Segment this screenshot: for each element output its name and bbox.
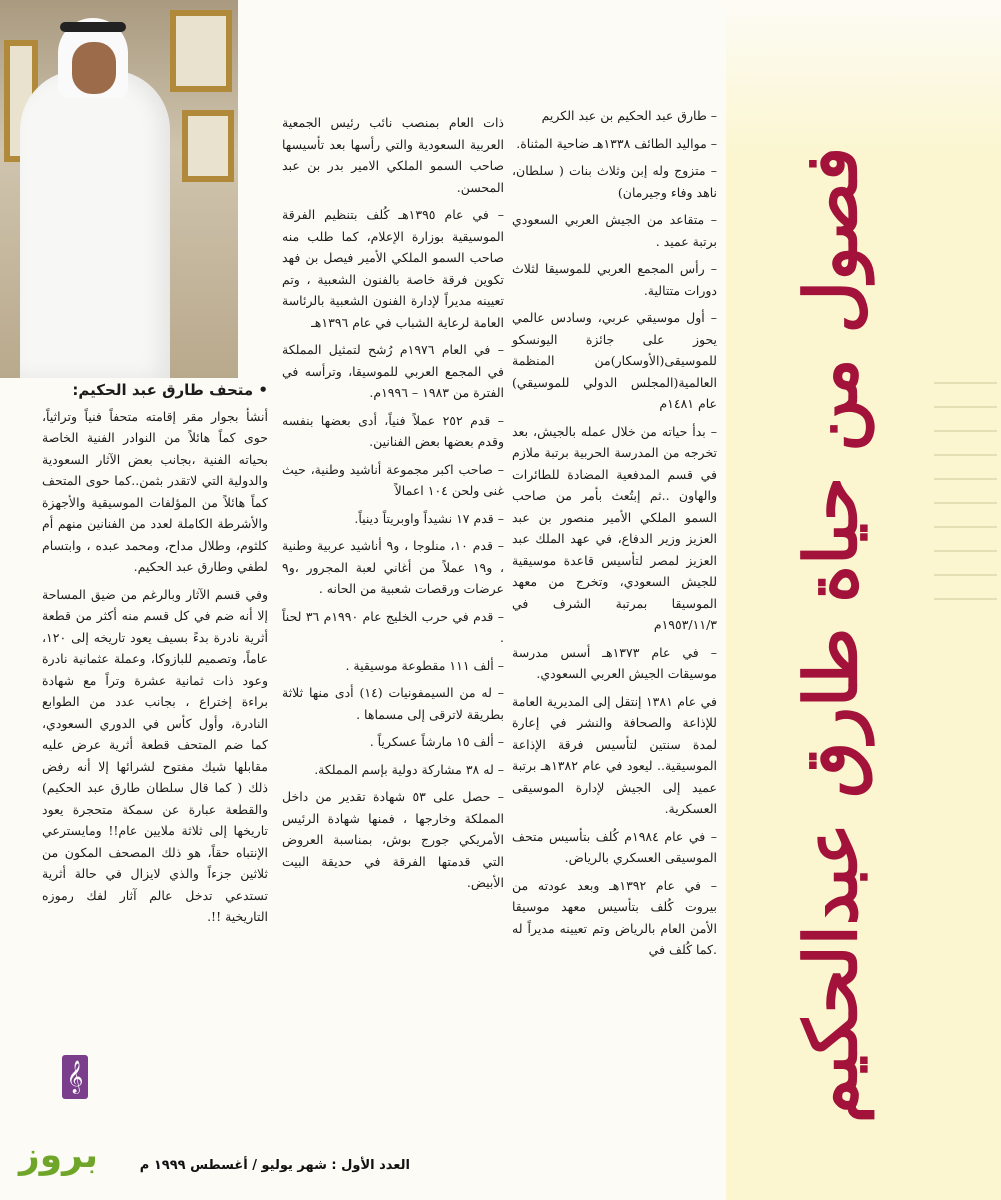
man-face [72,42,116,94]
music-note-icon: 𝄞 [62,1055,88,1099]
vertical-title [775,146,885,1124]
magazine-logo: بروز [18,1135,98,1176]
wall-frame [170,10,232,92]
bio-paragraph: – في عام ١٣٩٥هـ كُلف بتنظيم الفرقة الموسيقية بوزارة الإعلام، كما طلب منه صاحب السمو الملكي الأمير فيصل بن فهد تكوين فرقة خاصة بالفنون الشعبية ، وتم تعيينه مديراً لإدارة الفنون الشعبية بالرئاسة العامة لرعاية الشباب في عام ١٣٩٦هـ [282,207,504,330]
museum-text [42,406,268,928]
bio-paragraph: – متقاعد من الجيش العربي السعودي برتبة عميد . [512,212,717,249]
bio-paragraph: – صاحب اكبر مجموعة أناشيد وطنية، حيث غنى ولحن ١٠٤ اعمالاً [282,461,504,498]
bio-paragraph: ذات العام بمنصب نائب رئيس الجمعية العربية السعودية والتي رأسها بعد تأسيسها صاحب السمو الملكي الامير بدر بن عبد المحسن. [282,115,504,195]
museum-paragraph: أنشأ بجوار مقر إقامته متحفاً فنياً وتراثياً، حوى كماً هائلاً من النوادر الفنية الخاصة بحياته الفنية ،بجانب بعض الآثار السعودية والدولية التي لاتقدر بثمن..كما حوى المتحف كماً هائلاً من المؤلفات الموسيقية والأجهزة والأشرطة الكاملة لعدد من الفنانين منهم أم كلثوم، وطلال مداح، ومحمد عبده ، وابتسام لطفي وطارق عبد الحكيم. [42,408,268,574]
bio-paragraph: – في عام ١٣٩٢هـ وبعد عودته من بيروت كُلف بتأسيس معهد موسيقا الأمن العام بالرياض وتم تعيينه مديراً له .كما كُلف في [512,877,717,957]
article-title: فصول من حياة طارق عبدالحكيم [787,146,873,1124]
bio-paragraph: – أول موسيقي عربي، وسادس عالمي يحوز على جائزة اليونسكو للموسيقى(الأوسكار)من المنظمة العالمية(المجلس الدولي للموسيقي) عام ١٤٨١م [512,310,717,411]
bio-paragraph: – مواليد الطائف ١٣٣٨هـ ضاحية المثناة. [516,135,717,151]
bio-paragraph: – قدم في حرب الخليج عام ١٩٩٠م ٣٦ لحناً . [282,608,504,645]
man-agal [60,22,126,32]
bio-paragraph: – بدأ حياته من خلال عمله بالجيش، بعد تخرجه من المدرسة الحربية برتبة ملازم في قسم المدفعية المضادة للطائرات والهاون ..ثم إبتُعث بأمر من صاحب السمو الملكي الأمير منصور بن عبد العزيز وزير الدفاع، في عهد الملك عبد العزيز لمصر لتأسيس قاعدة موسيقية للجيش السعودي، وتخرج من معهد الموسيقا بمرتبة الشرف في ١٩٥٣/١١/٣م [512,423,717,632]
bio-paragraph: – له من السيمفونيات (١٤) أدى منها ثلاثة بطريقة لاترقى إلى مسماها . [282,685,505,722]
bio-paragraph: – ألف ١١١ مقطوعة موسيقية . [345,657,504,673]
ribbon-fade [726,0,1001,160]
bio-paragraph: – متزوج وله إبن وثلاث بنات ( سلطان، ناهد وفاء وجيرمان) [512,163,717,200]
issue-footer: العدد الأول : شهر يوليو / أغسطس ١٩٩٩ م [139,1158,410,1173]
bio-paragraph: – رأس المجمع العربي للموسيقا لثلاث دورات متتالية. [512,261,717,298]
bio-paragraph: في عام ١٣٨١ إنتقل إلى المديرية العامة للإذاعة والصحافة والنشر في إعارة لمدة سنتين لتأسيس فرقة الإذاعة الموسيقية.. ليعود في عام ١٣٨٢هـ برتبة عميد إلى الجيش لإدارة الموسيقى العسكرية. [512,693,717,816]
museum-heading: • متحف طارق عبد الحكيم: [72,381,268,399]
faded-text-strip [930,360,1001,880]
column-middle [282,112,504,900]
bio-paragraph: – له ٣٨ مشاركة دولية بإسم المملكة. [314,761,504,777]
bio-paragraph: – قدم ٢٥٢ عملاً فنياً، أدى بعضها بنفسه وقدم بعضها بعض الفنانين. [282,412,504,449]
column-left [42,380,268,934]
bio-paragraph: – حصل على ٥٣ شهادة تقدير من داخل المملكة وخارجها ، فمنها شهادة الرئيس الأمريكي جورج بوش، بمناسبة العروض التي قدمتها الفرقة في حديقة البيت الأبيض. [282,789,504,890]
bio-paragraph: – ألف ١٥ مارشاً عسكرياً . [369,734,504,749]
bio-paragraph: – طارق عبد الحكيم بن عبد الكريم [541,108,717,123]
portrait-photo [0,0,238,378]
bio-paragraph: – في عام ١٩٨٤م كُلف بتأسيس متحف الموسيقى العسكري بالرياض. [512,828,717,865]
wall-frame [182,110,234,182]
museum-paragraph: وفي قسم الآثار وبالرغم من ضيق المساحة إلا أنه ضم في كل قسم منه أكثر من قطعة أثرية نادرة بدءً بسيف يعود تاريخه إلى ١٢٠، عاماً، وتصميم للبازوكا، وعملة عثمانية نادرة وعود ذات ثمانية عشرة وتراً مع شهادة براءة إختراع ، بجانب عدد من الطوابع النادرة، وأول كأس في الدوري السعودي، كما ضم المتحف قطعة أثرية عرض عليه مقابلها شيك مفتوح لشرائها إلا أنه رفض ذلك ( كما قال سلطان طارق عبد الحكيم) والقطعة عبارة عن سمكة متحجرة يعود تاريخها إلى ثلاثة ملايين عام!! ومايسترعي الإنتباه حقاً، هو ذلك المصحف المكون من ثلاثين جزءاً والذي لايزال في حالة أثرية تستدعي تدخل عالم آثار لفك رموزه التاريخية !!. [42,586,268,924]
bio-paragraph: – قدم ١٠، منلوجا ، و٩ أناشيد عربية وطنية ، و١٩ عملاً من أغاني لعبة المجرور ،و٩ عرضات ورقصات شعبية من الحانه . [282,538,505,596]
bio-paragraph: – في عام ١٣٧٣هـ أسس مدرسة موسيقات الجيش العربي السعودي. [512,644,717,681]
column-right [512,105,717,967]
man-robe [20,70,170,378]
bio-paragraph: – في العام ١٩٧٦م رُشح لتمثيل المملكة في المجمع العربي للموسيقا، وترأسه في الفترة من ١٩٨٣ – ١٩٩٦م. [282,342,504,400]
bio-paragraph: – قدم ١٧ نشيداً واوبريتاً دينياً. [354,510,504,526]
